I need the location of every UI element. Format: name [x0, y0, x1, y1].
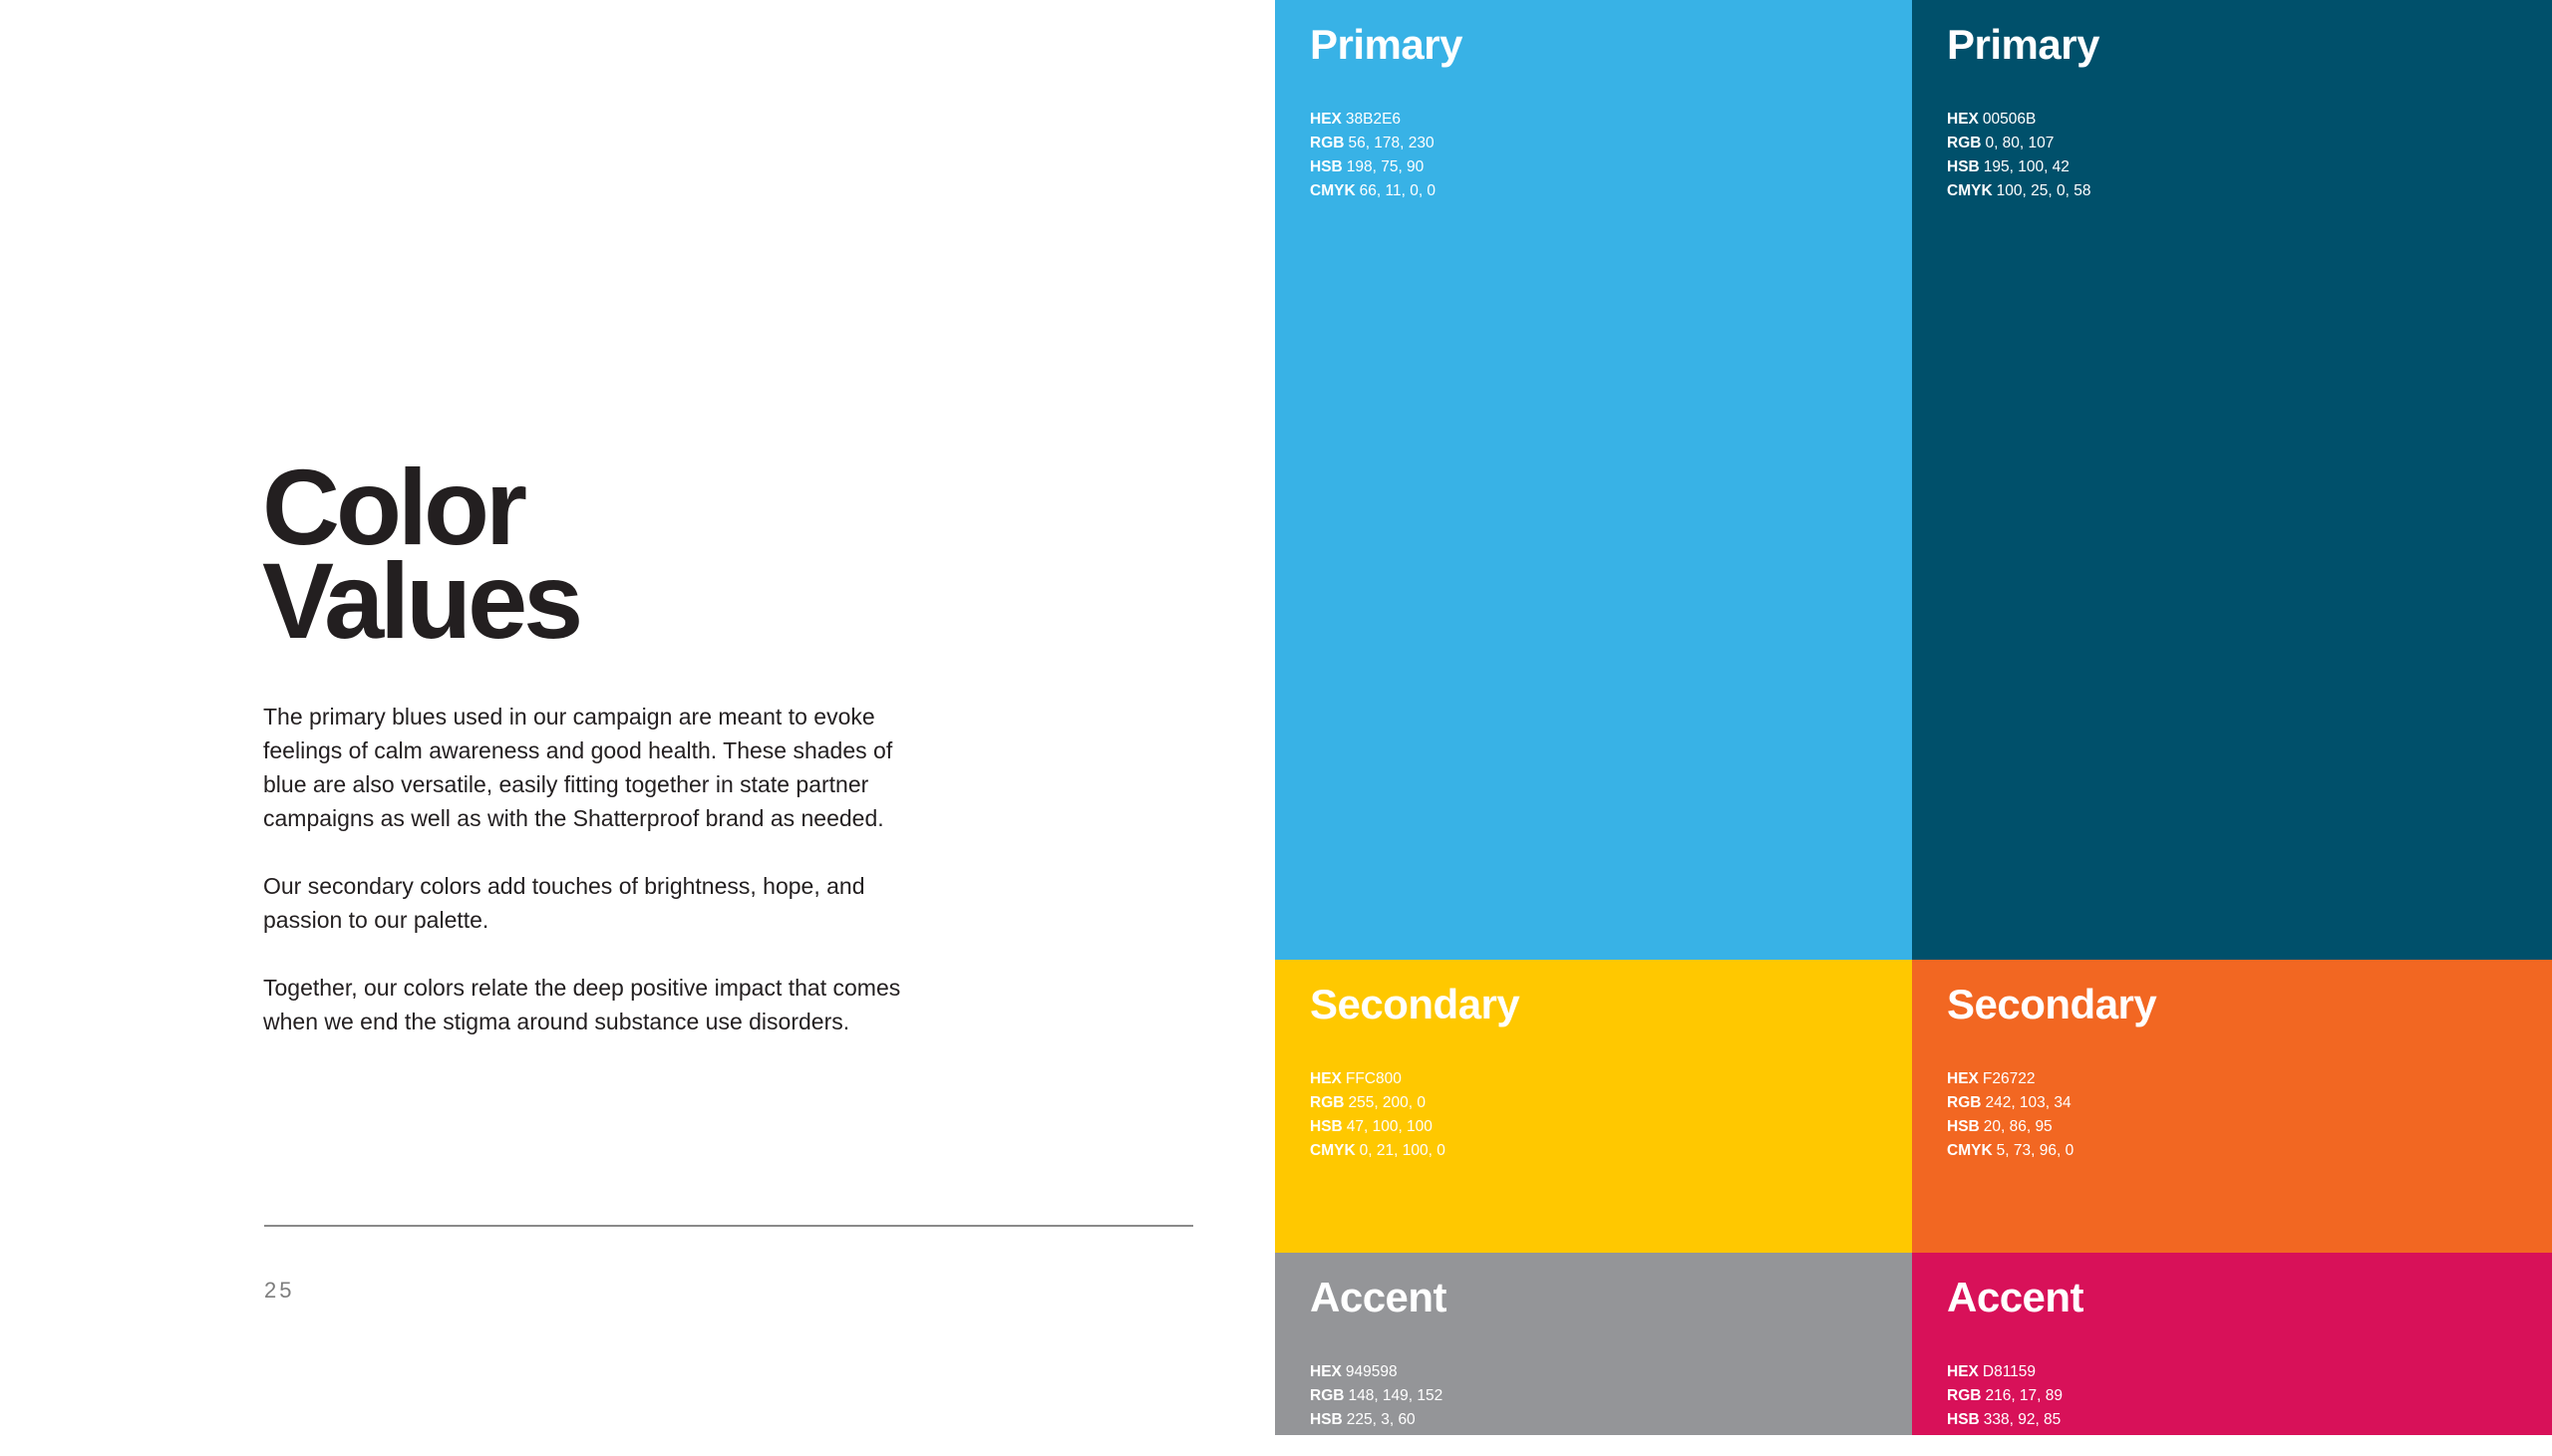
page-number: 25 [264, 1278, 295, 1303]
rgb-label: RGB [1947, 1387, 1982, 1404]
cmyk-value: 10, 100, 50, 1 [1996, 1435, 2091, 1452]
paragraph-primary-blues: The primary blues used in our campaign are meant to evoke feelings of calm awareness and good health. These shades of blue are also versatile, easily fitting together in state partner campaigns as well as with the Shatterproof brand as needed. [263, 704, 893, 831]
rgb-row [1947, 1091, 2552, 1115]
paragraph-secondary-colors: Our secondary colors add touches of brightness, hope, and passion to our palette. [263, 873, 865, 933]
cmyk-row [1310, 1432, 1912, 1456]
rgb-row [1310, 132, 1912, 155]
swatch-title: Primary [1947, 21, 2099, 68]
swatch-secondary-yellow [1275, 960, 1912, 1253]
hsb-value: 20, 86, 95 [1983, 1118, 2053, 1135]
cmyk-row [1310, 179, 1912, 203]
hex-row [1947, 108, 2552, 132]
cmyk-value: 5, 73, 96, 0 [1996, 1142, 2074, 1159]
hsb-row [1310, 1408, 1912, 1432]
hsb-label: HSB [1310, 1411, 1343, 1428]
rgb-label: RGB [1310, 1094, 1345, 1111]
rgb-value: 148, 149, 152 [1348, 1387, 1443, 1404]
cmyk-label: CMYK [1310, 1435, 1356, 1452]
cmyk-row [1947, 1432, 2552, 1456]
cmyk-label: CMYK [1947, 1142, 1993, 1159]
hsb-value: 198, 75, 90 [1346, 158, 1425, 175]
swatch-title: Secondary [1947, 981, 2157, 1027]
hsb-label: HSB [1947, 1411, 1980, 1428]
rgb-value: 56, 178, 230 [1348, 135, 1435, 151]
hsb-row [1947, 1115, 2552, 1139]
swatch-values [1310, 108, 1912, 203]
rgb-row [1947, 132, 2552, 155]
rgb-label: RGB [1947, 1094, 1982, 1111]
body-text [263, 700, 961, 1072]
hex-label: HEX [1947, 1070, 1979, 1087]
cmyk-label: CMYK [1947, 182, 1993, 199]
swatch-values [1947, 108, 2552, 203]
swatch-accent-magenta [1912, 1253, 2552, 1452]
hsb-value: 338, 92, 85 [1983, 1411, 2062, 1428]
rgb-value: 242, 103, 34 [1985, 1094, 2072, 1111]
swatch-values [1310, 1067, 1912, 1163]
rgb-row [1310, 1091, 1912, 1115]
hex-label: HEX [1310, 111, 1342, 128]
swatch-title: Accent [1947, 1274, 2084, 1320]
hsb-label: HSB [1310, 158, 1343, 175]
hsb-row [1947, 155, 2552, 179]
title-line-1: Color [262, 446, 523, 567]
hex-row [1947, 1067, 2552, 1091]
hsb-row [1947, 1408, 2552, 1432]
swatch-title: Accent [1310, 1274, 1447, 1320]
hex-value: 949598 [1345, 1363, 1398, 1380]
hex-value: F26722 [1982, 1070, 2036, 1087]
swatch-primary-light-blue [1275, 0, 1912, 960]
swatch-values [1310, 1360, 1912, 1456]
cmyk-row [1310, 1139, 1912, 1163]
hex-value: FFC800 [1345, 1070, 1402, 1087]
hex-row [1310, 108, 1912, 132]
hex-label: HEX [1310, 1070, 1342, 1087]
hsb-label: HSB [1310, 1118, 1343, 1135]
hex-value: 00506B [1982, 111, 2037, 128]
cmyk-value: 0, 21, 100, 0 [1359, 1142, 1445, 1159]
swatch-values [1947, 1067, 2552, 1163]
hsb-value: 225, 3, 60 [1346, 1411, 1416, 1428]
swatch-title: Secondary [1310, 981, 1520, 1027]
page-title [262, 446, 580, 661]
rgb-value: 255, 200, 0 [1348, 1094, 1427, 1111]
rgb-row [1947, 1384, 2552, 1408]
hsb-value: 195, 100, 42 [1983, 158, 2070, 175]
rgb-value: 0, 80, 107 [1985, 135, 2055, 151]
hex-value: 38B2E6 [1345, 111, 1402, 128]
hsb-row [1310, 1115, 1912, 1139]
cmyk-row [1947, 179, 2552, 203]
hsb-label: HSB [1947, 158, 1980, 175]
hex-row [1310, 1360, 1912, 1384]
cmyk-value: 66, 11, 0, 0 [1359, 182, 1436, 199]
title-line-2: Values [262, 540, 580, 661]
hex-label: HEX [1947, 111, 1979, 128]
cmyk-row [1947, 1139, 2552, 1163]
cmyk-label: CMYK [1310, 1142, 1356, 1159]
swatch-title: Primary [1310, 21, 1462, 68]
left-page [0, 0, 1275, 1435]
footer-divider [264, 1225, 1193, 1227]
hex-label: HEX [1310, 1363, 1342, 1380]
cmyk-label: CMYK [1310, 182, 1356, 199]
rgb-value: 216, 17, 89 [1985, 1387, 2064, 1404]
paragraph-together: Together, our colors relate the deep positive impact that comes when we end the stigma around substance use disorders. [263, 975, 901, 1034]
hsb-row [1310, 155, 1912, 179]
hex-row [1947, 1360, 2552, 1384]
cmyk-value: 100, 25, 0, 58 [1996, 182, 2091, 199]
hex-label: HEX [1947, 1363, 1979, 1380]
rgb-label: RGB [1310, 135, 1345, 151]
hex-row [1310, 1067, 1912, 1091]
hex-value: D81159 [1982, 1363, 2037, 1380]
rgb-row [1310, 1384, 1912, 1408]
swatch-secondary-orange [1912, 960, 2552, 1253]
hsb-label: HSB [1947, 1118, 1980, 1135]
swatch-primary-dark-blue [1912, 0, 2552, 960]
swatch-accent-gray [1275, 1253, 1912, 1452]
cmyk-value: 2, 1, 0, 40 [1359, 1435, 1429, 1452]
swatch-values [1947, 1360, 2552, 1456]
cmyk-label: CMYK [1947, 1435, 1993, 1452]
hsb-value: 47, 100, 100 [1346, 1118, 1433, 1135]
rgb-label: RGB [1310, 1387, 1345, 1404]
rgb-label: RGB [1947, 135, 1982, 151]
